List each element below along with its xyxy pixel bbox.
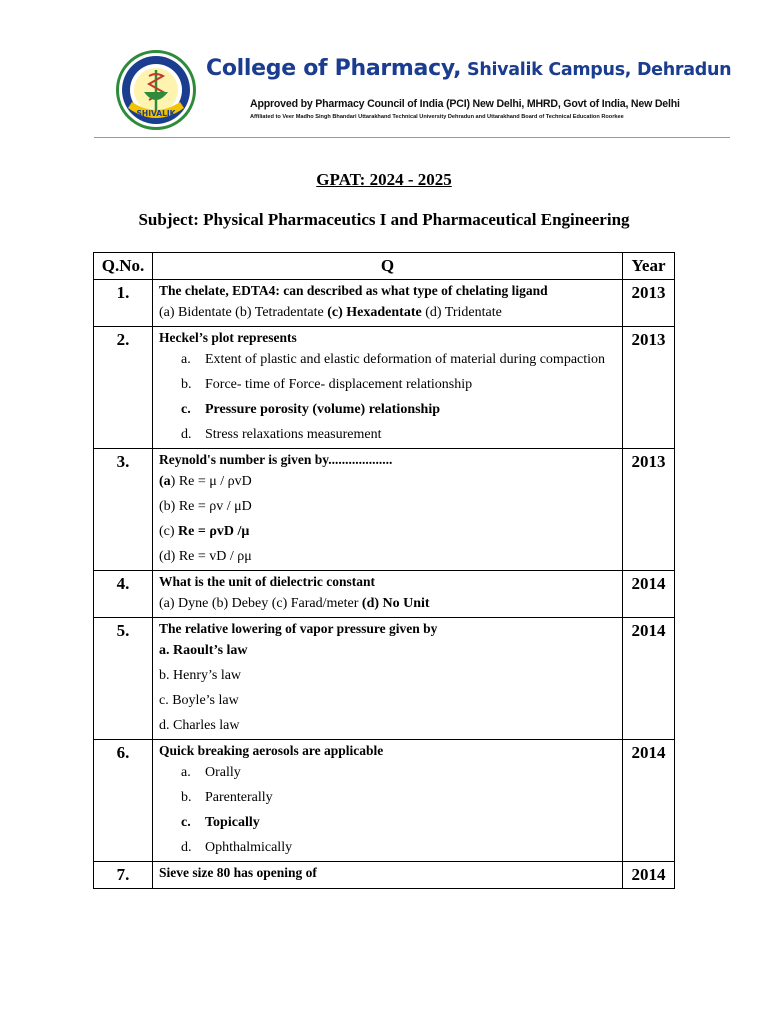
subject-heading: Subject: Physical Pharmaceutics I and Pharmaceutical Engineering [138, 210, 630, 229]
option-text: Ophthalmically [205, 840, 293, 855]
correct-option: (c) Hexadentate [327, 305, 422, 320]
question-number: 1. [94, 280, 153, 327]
option-text: Topically [205, 815, 260, 830]
question-number: 6. [94, 740, 153, 862]
correct-option: Re = ρvD /μ [178, 524, 250, 539]
college-campus: Shivalik Campus, Dehradun [461, 60, 732, 80]
question-cell [153, 862, 623, 889]
table-row [94, 327, 675, 449]
option-text: (d) Tridentate [421, 305, 502, 320]
option-item [159, 835, 616, 860]
question-cell [153, 618, 623, 740]
question-number: 7. [94, 862, 153, 889]
approval-line: Approved by Pharmacy Council of India (PCI) New Delhi, MHRD, Govt of India, New Delhi [250, 98, 680, 110]
question-text: The relative lowering of vapor pressure given by [159, 621, 438, 636]
option-text: ) Re = μ / ρvD [170, 474, 252, 489]
question-cell [153, 740, 623, 862]
option-letter: c. [181, 402, 191, 417]
question-number: 4. [94, 571, 153, 618]
option-letter: c. [181, 815, 191, 830]
letterhead [116, 48, 732, 132]
option-item [159, 422, 616, 447]
col-header-year: Year [623, 253, 675, 280]
option-letter: b. [181, 790, 192, 805]
question-cell [153, 571, 623, 618]
option-label: (a [159, 474, 171, 489]
option-letter: a. [181, 765, 191, 780]
question-year: 2014 [623, 740, 675, 862]
correct-option: a. Raoult’s law [159, 643, 248, 658]
question-year: 2013 [623, 280, 675, 327]
correct-option [159, 810, 616, 835]
col-header-qno: Q.No. [94, 253, 153, 280]
correct-option [159, 397, 616, 422]
option-text: Force- time of Force- displacement relationship [205, 377, 473, 392]
option-text: Extent of plastic and elastic deformation of material during compaction [205, 352, 606, 367]
option-letter: b. [181, 377, 192, 392]
option-letter: d. [181, 427, 192, 442]
question-year: 2014 [623, 862, 675, 889]
option-item: (d) Re = vD / ρμ [159, 549, 252, 564]
question-text: Quick breaking aerosols are applicable [159, 743, 384, 758]
col-header-question: Q [153, 253, 623, 280]
table-row [94, 571, 675, 618]
college-name-main: College of Pharmacy, [206, 56, 462, 81]
college-seal-logo [116, 50, 196, 130]
table-row [94, 862, 675, 889]
question-number: 3. [94, 449, 153, 571]
option-letter: d. [181, 840, 192, 855]
table-row [94, 449, 675, 571]
option-item: (b) Re = ρv / μD [159, 499, 252, 514]
option-item [159, 372, 616, 397]
college-name [206, 56, 731, 81]
table-row [94, 740, 675, 862]
question-year: 2013 [623, 327, 675, 449]
table-header-row [94, 253, 675, 280]
table-row [94, 618, 675, 740]
option-text: (a) Bidentate (b) Tetradentate [159, 305, 328, 320]
table-row [94, 280, 675, 327]
option-item: c. Boyle’s law [159, 693, 239, 708]
question-text: Heckel’s plot represents [159, 330, 297, 345]
question-cell [153, 327, 623, 449]
correct-option: (d) No Unit [361, 596, 430, 611]
question-year: 2014 [623, 618, 675, 740]
question-text: The chelate, EDTA4: can described as what type of chelating ligand [159, 283, 548, 298]
question-number: 2. [94, 327, 153, 449]
option-item [159, 760, 616, 785]
question-number: 5. [94, 618, 153, 740]
option-text: Parenterally [205, 790, 273, 805]
option-item: d. Charles law [159, 718, 240, 733]
question-text: What is the unit of dielectric constant [159, 574, 375, 589]
question-year: 2014 [623, 571, 675, 618]
option-label: (c) [159, 524, 179, 539]
option-item [159, 347, 616, 372]
option-text: Orally [205, 765, 241, 780]
option-item: b. Henry’s law [159, 668, 242, 683]
doc-title: GPAT: 2024 - 2025 [316, 170, 452, 189]
affiliation-line: Affiliated to Veer Madho Singh Bhandari Uttarakhand Technical University Dehradun and Uttarakhand Board of Technical Education Roorkee [250, 114, 624, 120]
option-item [159, 469, 616, 494]
header-divider [94, 137, 730, 138]
question-cell [153, 280, 623, 327]
option-text: Stress relaxations measurement [205, 427, 382, 442]
question-text: Reynold's number is given by................... [159, 452, 393, 467]
option-item [159, 785, 616, 810]
options-line [159, 591, 616, 616]
option-text: (a) Dyne (b) Debey (c) Farad/meter [159, 596, 362, 611]
option-letter: a. [181, 352, 191, 367]
logo-text: SHIVALIK [136, 109, 176, 118]
option-item [159, 519, 616, 544]
questions-table [93, 252, 675, 889]
question-text: Sieve size 80 has opening of [159, 865, 317, 880]
question-year: 2013 [623, 449, 675, 571]
option-text: Pressure porosity (volume) relationship [205, 402, 441, 417]
question-cell [153, 449, 623, 571]
options-line [159, 300, 616, 325]
